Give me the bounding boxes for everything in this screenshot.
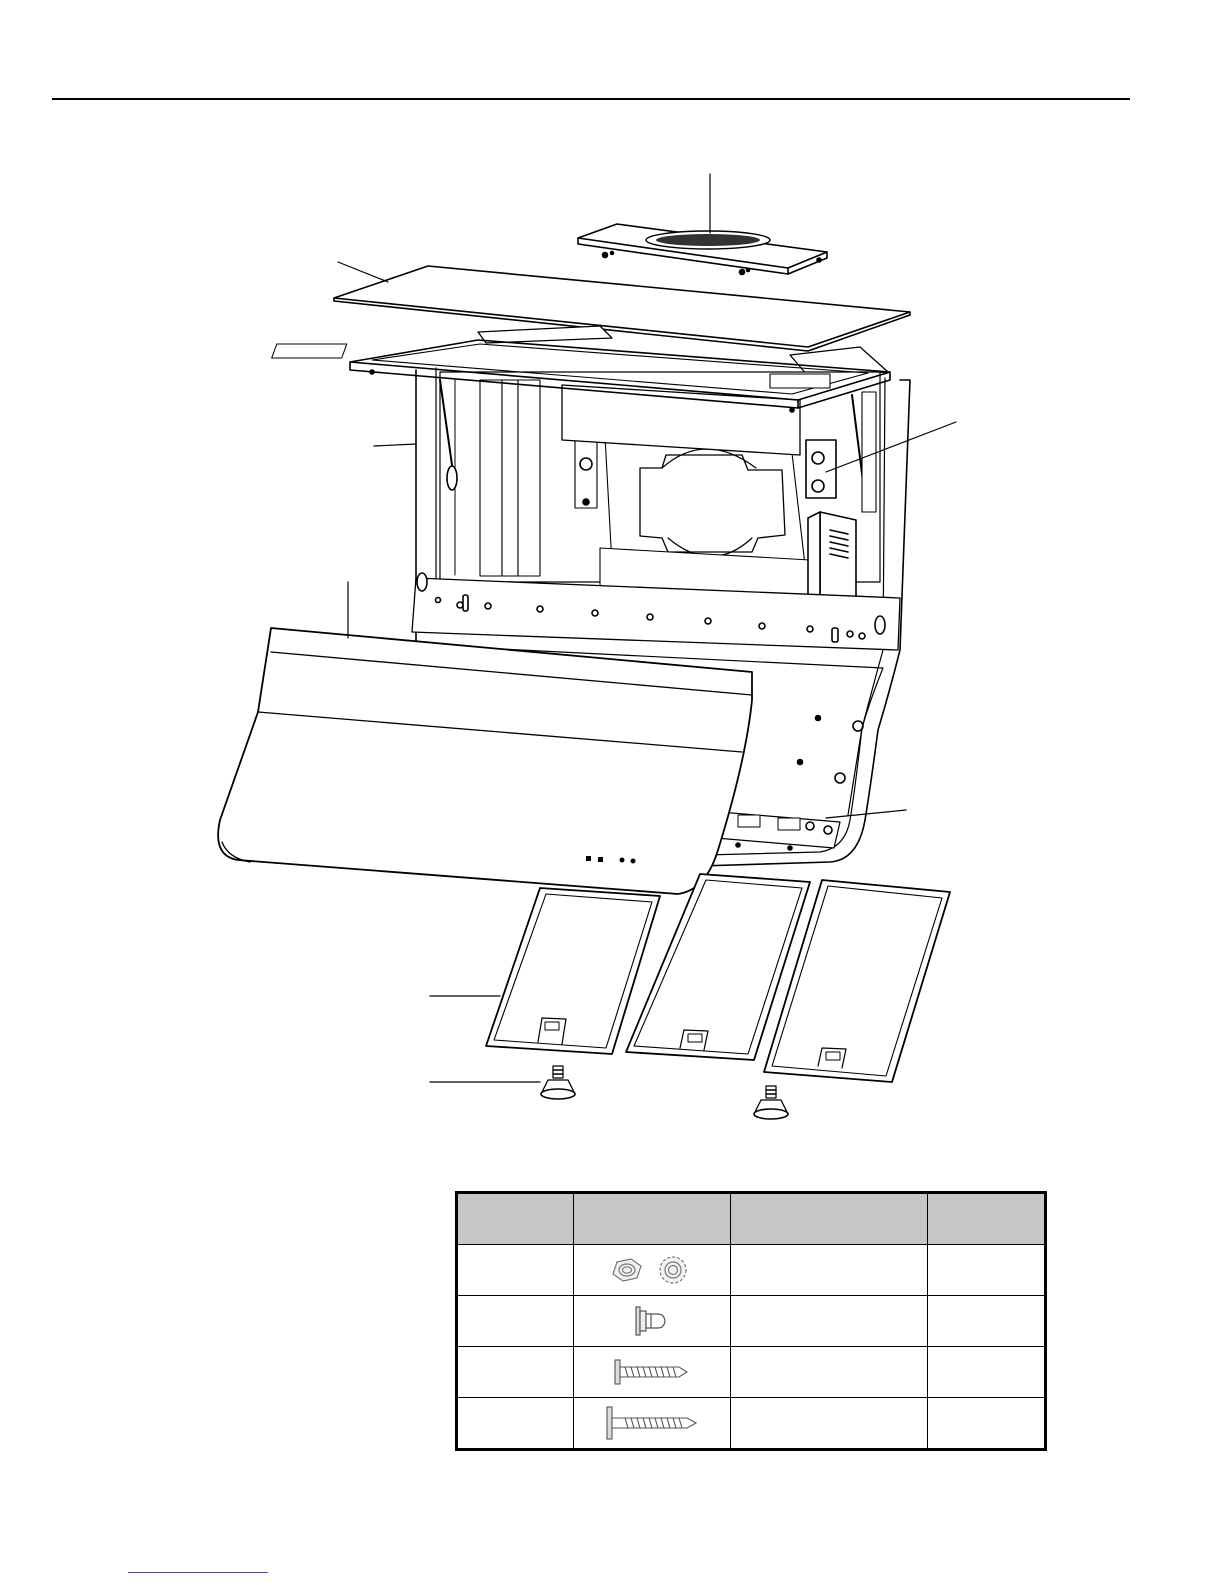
nut-and-lock-washer-icon: [597, 1253, 707, 1287]
cell-description: [731, 1296, 928, 1347]
light-bulb-right: [754, 1086, 788, 1119]
junction-box: [806, 440, 836, 498]
cell-qty: [928, 1398, 1046, 1450]
cell-qty: [928, 1347, 1046, 1398]
header-image: [574, 1193, 731, 1245]
vent-cover-plate: [578, 224, 827, 275]
cell-description: [731, 1245, 928, 1296]
cell-qty: [928, 1296, 1046, 1347]
cell-part: [457, 1296, 574, 1347]
cell-part: [457, 1398, 574, 1450]
table-row: [457, 1296, 1046, 1347]
table-row: [457, 1245, 1046, 1296]
callout-leader-top-panel: [338, 262, 388, 282]
cell-description: [731, 1347, 928, 1398]
header-description: [731, 1193, 928, 1245]
header-qty: [928, 1193, 1046, 1245]
callout-leader-side: [374, 444, 416, 446]
grease-filter-left: [486, 888, 660, 1054]
table-row: [457, 1398, 1046, 1450]
cell-part: [457, 1245, 574, 1296]
cell-qty: [928, 1245, 1046, 1296]
hardware-table: [455, 1191, 1047, 1451]
front-shell: [218, 628, 752, 894]
table-header-row: [457, 1193, 1046, 1245]
long-screw-icon: [597, 1405, 707, 1441]
cell-part: [457, 1347, 574, 1398]
footer-link-underline[interactable]: [128, 1572, 268, 1573]
light-bulb-left: [541, 1066, 575, 1099]
header-part: [457, 1193, 574, 1245]
top-panel: [334, 266, 910, 351]
cell-description: [731, 1398, 928, 1450]
short-screw-icon: [607, 1357, 697, 1387]
push-rivet-icon: [627, 1303, 677, 1339]
table-row: [457, 1347, 1046, 1398]
